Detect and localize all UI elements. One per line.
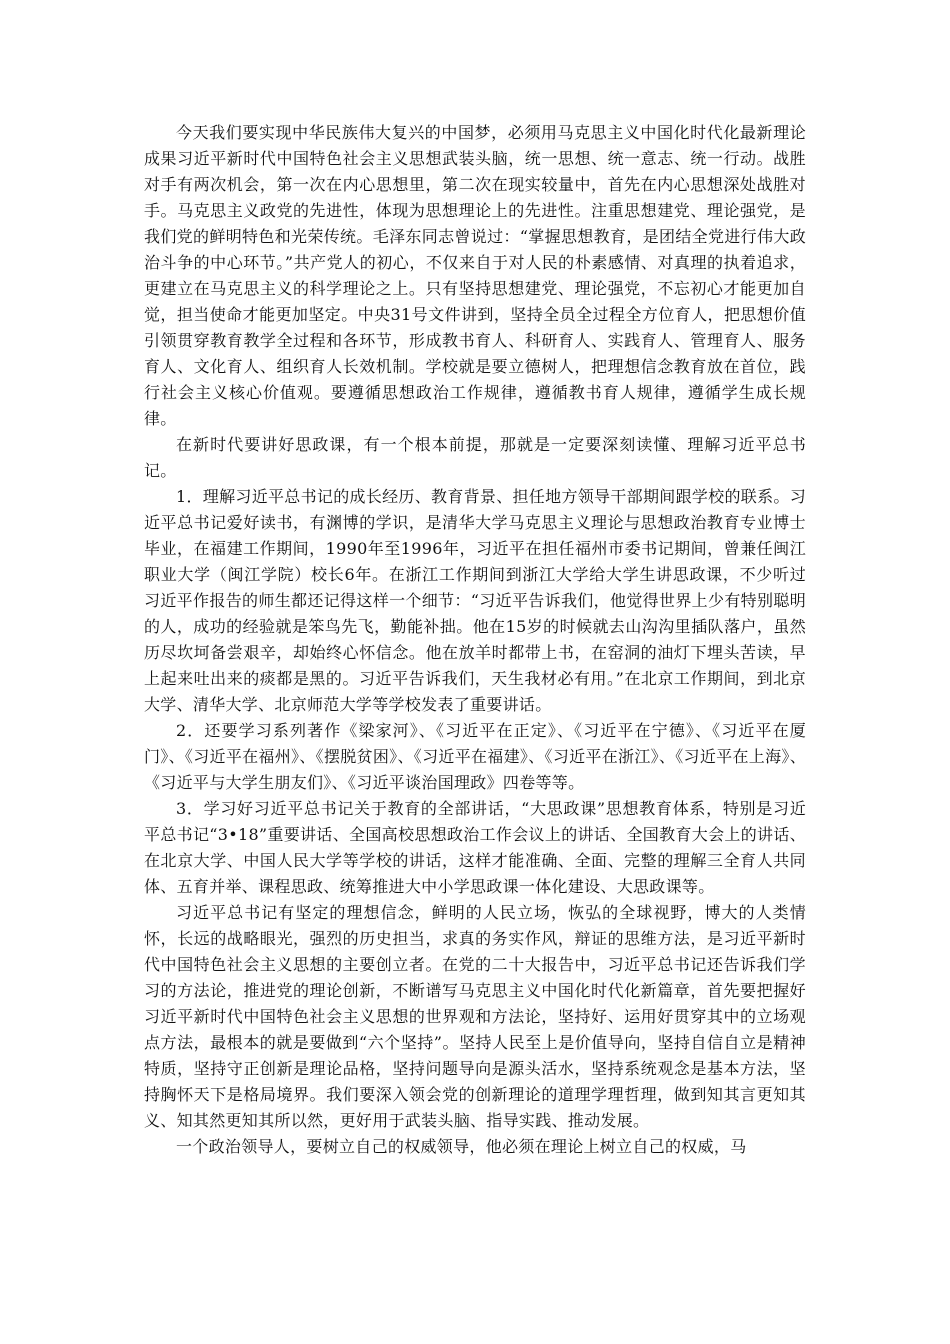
paragraph-premise: 在新时代要讲好思政课，有一个根本前提，那就是一定要深刻读懂、理解习近平总书记。 (144, 435, 806, 480)
paragraph-chinese-dream: 今天我们要实现中华民族伟大复兴的中国梦，必须用马克思主义中国化时代化最新理论成果习近平新时代中国特色社会主义思想武装头脑，统一思想、统一意志、统一行动。战胜对手有两次机会，第一次在内心思想里，第二次在现实较量中，首先在内心思想深处战胜对手。马克思主义政党的先进性，体现为思想理论上的先进性。注重思想建党、理论强党，是我们党的鲜明特色和光荣传统。毛泽东同志曾说过：“掌握思想教育，是团结全党进行伟大政治斗争的中心环节。”共产党人的初心，不仅来自于对人民的朴素感情、对真理的执着追求，更建立在马克思主义的科学理论之上。只有坚持思想建党、理论强党，不忘初心才能更加自觉，担当使命才能更加坚定。中央31号文件讲到，坚持全员全过程全方位育人，把思想价值引领贯穿教育教学全过程和各环节，形成教书育人、科研育人、实践育人、管理育人、服务育人、文化育人、组织育人长效机制。学校就是要立德树人，把理想信念教育放在首位，践行社会主义核心价值观。要遵循思想政治工作规律，遵循教书育人规律，遵循学生成长规律。 (144, 123, 806, 428)
document-body (144, 120, 806, 1160)
paragraph-political-leader: 一个政治领导人，要树立自己的权威领导，他必须在理论上树立自己的权威，马 (176, 1137, 747, 1156)
paragraph-point-3: 3．学习好习近平总书记关于教育的全部讲话，“大思政课”思想教育体系，特别是习近平总书记“3•18”重要讲话、全国高校思想政治工作会议上的讲话、全国教育大会上的讲话、在北京大学、中国人民大学等学校的讲话，这样才能准确、全面、完整的理解三全育人共同体、五育并举、课程思政、统筹推进大中小学思政课一体化建设、大思政课等。 (144, 799, 806, 896)
paragraph-six-persistences: 习近平总书记有坚定的理想信念，鲜明的人民立场，恢弘的全球视野，博大的人类情怀，长远的战略眼光，强烈的历史担当，求真的务实作风，辩证的思维方法，是习近平新时代中国特色社会主义思想的主要创立者。在党的二十大报告中，习近平总书记还告诉我们学习的方法论，推进党的理论创新，不断谱写马克思主义中国化时代化新篇章，首先要把握好习近平新时代中国特色社会主义思想的世界观和方法论，坚持好、运用好贯穿其中的立场观点方法，最根本的就是要做到“六个坚持”。坚持人民至上是价值导向，坚持自信自立是精神特质，坚持守正创新是理论品格，坚持问题导向是源头活水，坚持系统观念是基本方法，坚持胸怀天下是格局境界。我们要深入领会党的创新理论的道理学理哲理，做到知其言更知其义、知其然更知其所以然，更好用于武装头脑、指导实践、推动发展。 (144, 903, 806, 1130)
paragraph-point-2: 2．还要学习系列著作《梁家河》、《习近平在正定》、《习近平在宁德》、《习近平在厦门》、《习近平在福州》、《摆脱贫困》、《习近平在福建》、《习近平在浙江》、《习近平在上海》、《习近平与大学生朋友们》、《习近平谈治国理政》四卷等等。 (144, 721, 806, 792)
paragraph-point-1: 1．理解习近平总书记的成长经历、教育背景、担任地方领导干部期间跟学校的联系。习近平总书记爱好读书，有渊博的学识，是清华大学马克思主义理论与思想政治教育专业博士毕业，在福建工作期间，1990年至1996年，习近平在担任福州市委书记期间，曾兼任闽江职业大学（闽江学院）校长6年。在浙江工作期间到浙江大学给大学生讲思政课，不少听过习近平作报告的师生都还记得这样一个细节：“习近平告诉我们，他觉得世界上少有特别聪明的人，成功的经验就是笨鸟先飞，勤能补拙。他在15岁的时候就去山沟沟里插队落户，虽然历尽坎坷备尝艰辛，却始终心怀信念。他在放羊时都带上书，在窑洞的油灯下埋头苦读，早上起来吐出来的痰都是黑的。习近平告诉我们，天生我材必有用。”在北京工作期间，到北京大学、清华大学、北京师范大学等学校发表了重要讲话。 (144, 487, 806, 714)
